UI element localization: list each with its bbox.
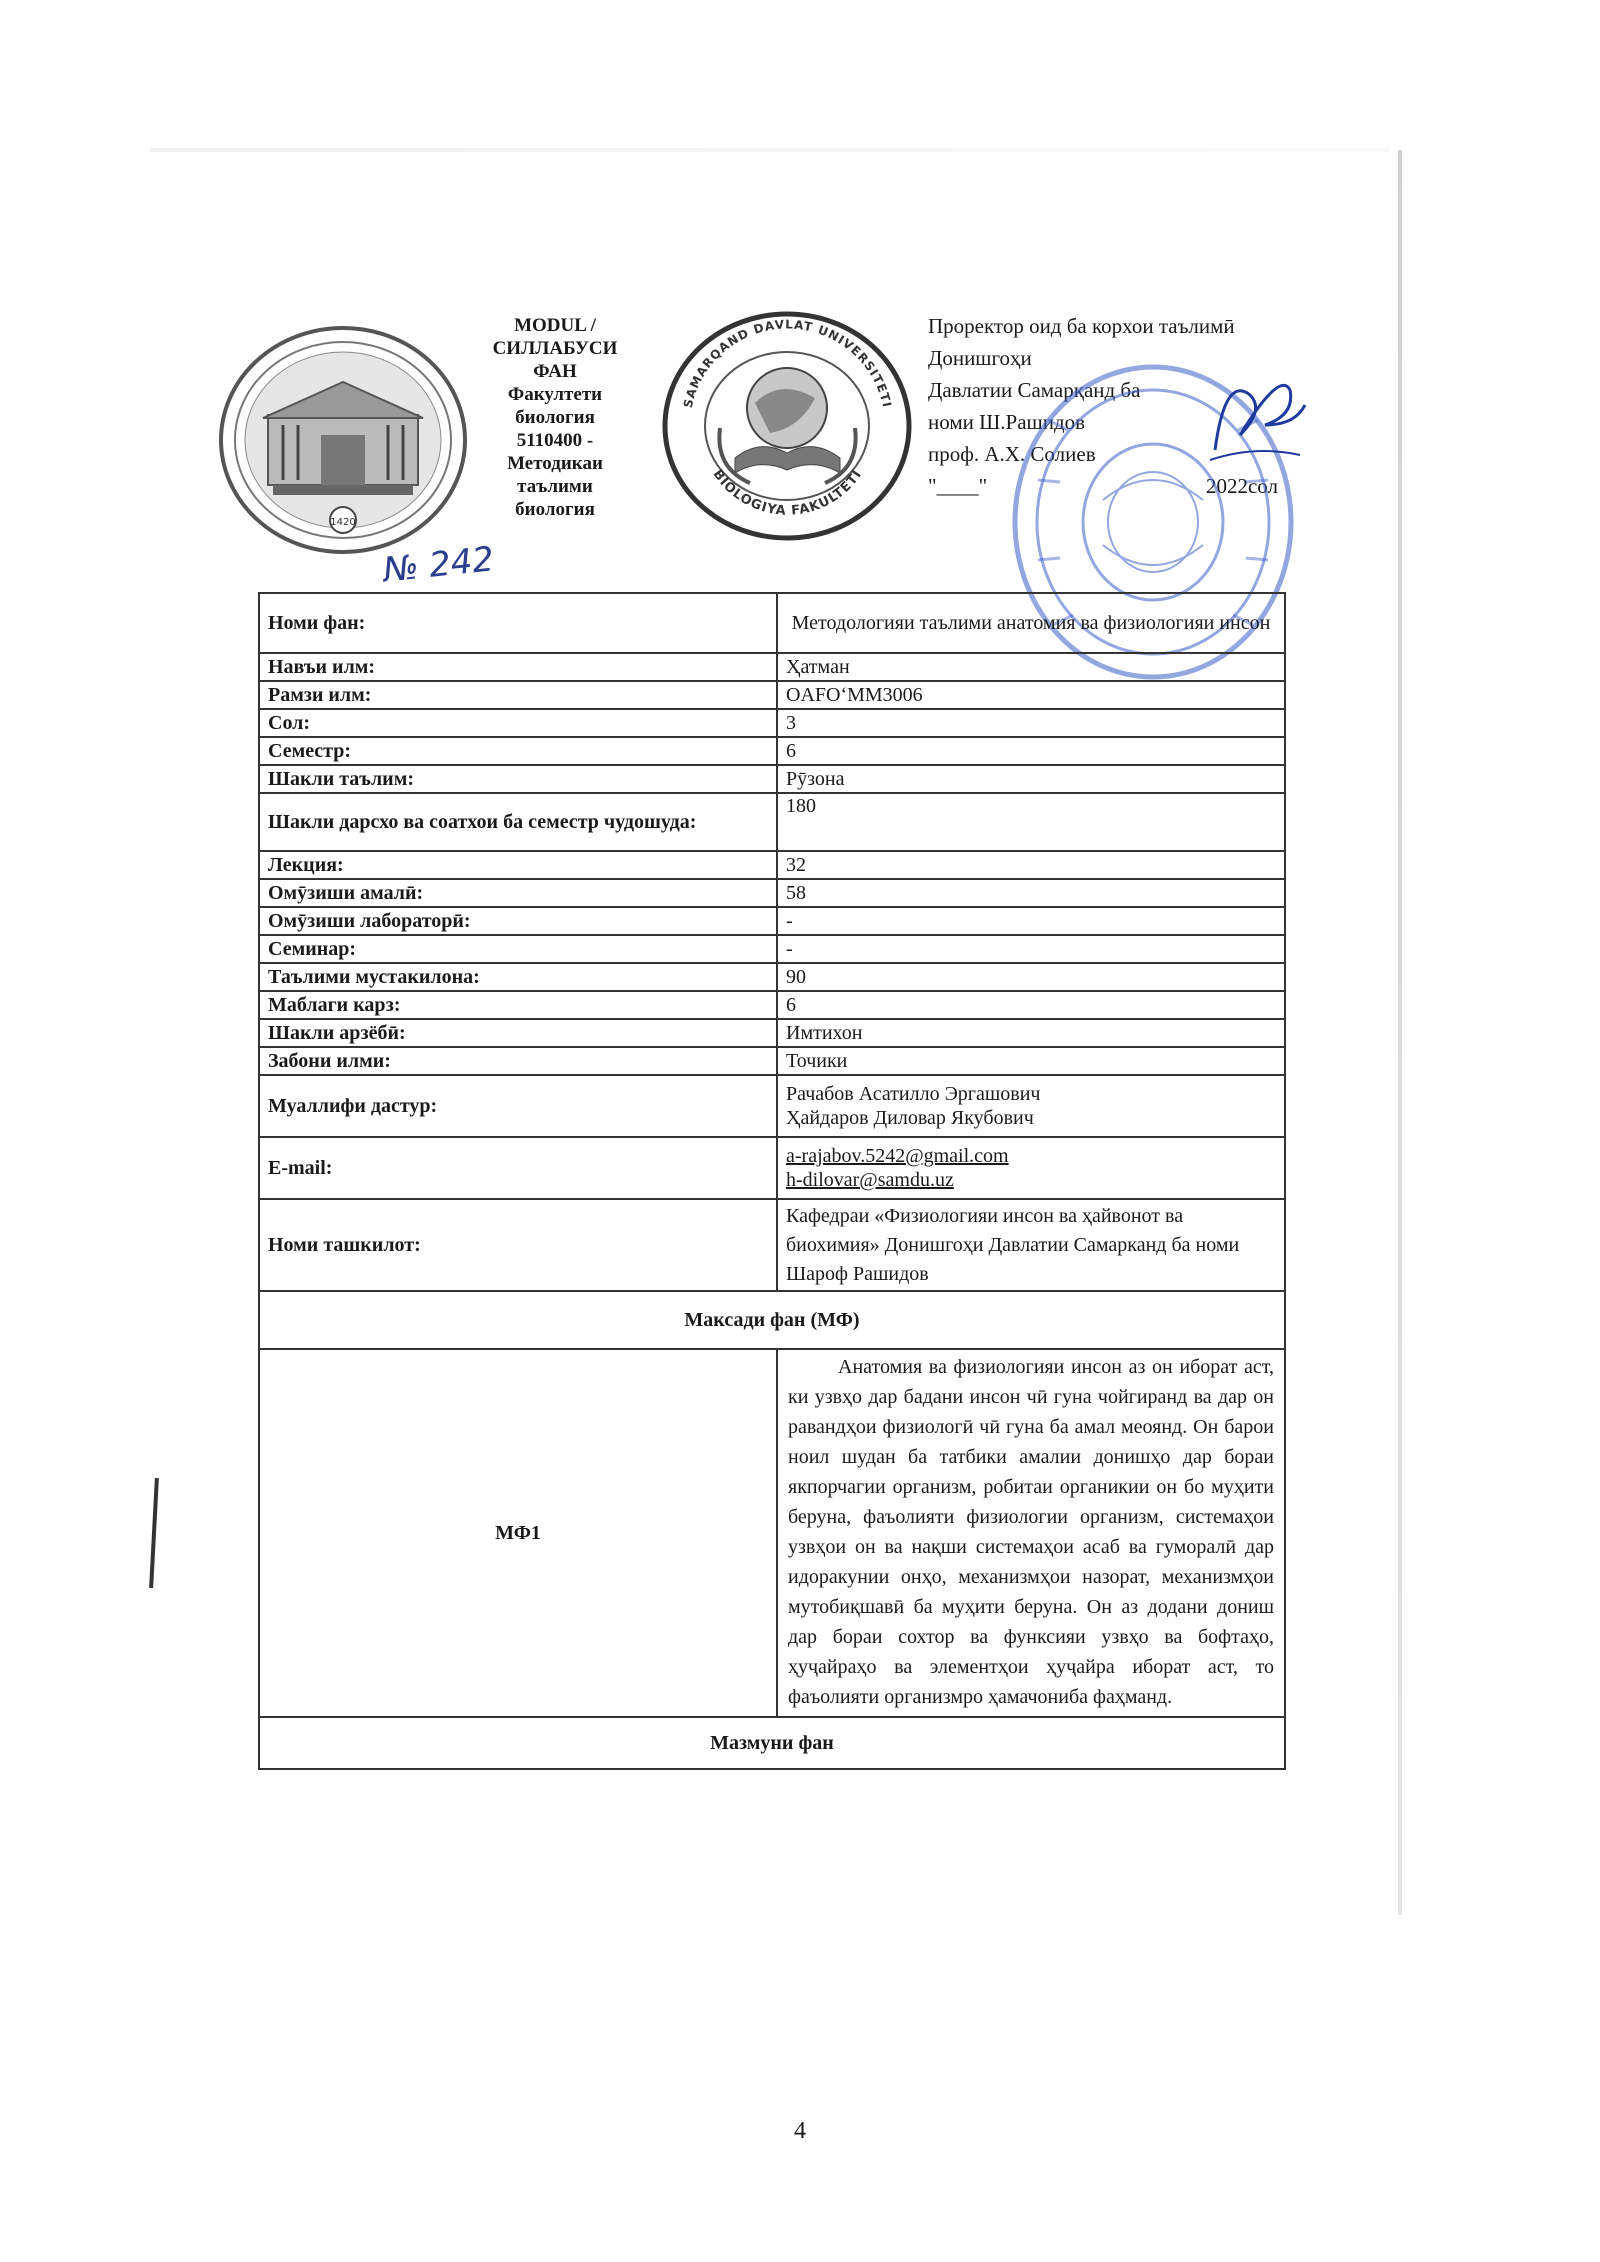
- seal-text-bottom: BIOLOGIYA FAKULTETI: [709, 467, 866, 519]
- row-value: OAFO‘MM3006: [777, 681, 1285, 709]
- row-value: 90: [777, 963, 1285, 991]
- row-label: Семинар:: [259, 935, 777, 963]
- email-list: [777, 1137, 1285, 1199]
- table-row: [259, 879, 1285, 907]
- row-value: Рӯзона: [777, 765, 1285, 793]
- table-row: [259, 793, 1285, 851]
- faculty-seal-icon: [660, 308, 915, 543]
- row-value: Точики: [777, 1047, 1285, 1075]
- email-link[interactable]: h-dilovar@samdu.uz: [786, 1169, 954, 1191]
- row-label: Сол:: [259, 709, 777, 737]
- table-row: [259, 1019, 1285, 1047]
- approval-line: проф. А.Х. Солиев: [928, 442, 1096, 466]
- margin-mark: [149, 1478, 159, 1588]
- approval-block: [928, 310, 1328, 502]
- row-label: Таълими мустакилона:: [259, 963, 777, 991]
- table-row: [259, 593, 1285, 653]
- row-value: 32: [777, 851, 1285, 879]
- heading-line: MODUL /: [514, 315, 596, 336]
- scan-edge-top: [150, 148, 1390, 152]
- row-label: Забони илми:: [259, 1047, 777, 1075]
- approval-line: номи Ш.Рашидов: [928, 410, 1086, 434]
- scan-edge-right: [1398, 150, 1402, 1915]
- approval-line: Проректор оид ба корхои таълимӣ: [928, 314, 1235, 338]
- goal-text: Анатомия ва физиологияи инсон аз он иборат аст, ки узвҳо дар бадани инсон чӣ гуна чойгиранд ва дар он равандҳои физиологӣ чӣ гуна ба амал меоянд. Он барои ноил шудан ба татбики амалии донишҳо дар бораи якпорчагии организм, робитаи органикии он бо муҳити беруна, фаъолияти физиологии организм, системаҳои узвҳои он ва нақши системаҳои асаб ва гуморалӣ дар идоракунии онҳо, механизмҳои назорат, механизмҳои мутобиқшавӣ ба муҳити беруна. Он аз додани дониш дар бораи сохтор ва функсияи узвҳо ва бофтаҳо, ҳуҷайраҳо ва элементҳои ҳуҷайра иборат аст, то фаъолияти организмро ҳамачониба фаҳманд.: [777, 1349, 1285, 1717]
- row-label: Семестр:: [259, 737, 777, 765]
- row-label: Лекция:: [259, 851, 777, 879]
- heading-line: Методикаи: [507, 453, 603, 474]
- handwritten-number: № 242: [381, 539, 496, 591]
- row-label: Маблаги карз:: [259, 991, 777, 1019]
- university-seal-icon: [213, 320, 473, 560]
- row-value: 58: [777, 879, 1285, 907]
- row-value: Методологияи таълими анатомия ва физиологияи инсон: [777, 593, 1285, 653]
- row-value: Имтихон: [777, 1019, 1285, 1047]
- heading-line: СИЛЛАБУСИ: [492, 338, 618, 359]
- table-row: [259, 765, 1285, 793]
- table-row: [259, 709, 1285, 737]
- table-row: [259, 653, 1285, 681]
- approval-line: Донишгоҳи: [928, 346, 1032, 370]
- goal-row: [259, 1349, 1285, 1717]
- syllabus-table: [258, 592, 1286, 1770]
- row-label: Навъи илм:: [259, 653, 777, 681]
- row-label: Омӯзиши амалӣ:: [259, 879, 777, 907]
- heading-line: ФАН: [533, 361, 577, 382]
- row-label: Шакли таълим:: [259, 765, 777, 793]
- table-row-organization: [259, 1199, 1285, 1291]
- row-label: Шакли арзёбӣ:: [259, 1019, 777, 1047]
- row-value: 6: [777, 991, 1285, 1019]
- author-label: Муаллифи дастур:: [259, 1075, 777, 1137]
- row-value: -: [777, 907, 1285, 935]
- row-label: Омӯзиши лабораторӣ:: [259, 907, 777, 935]
- author-name: Ҳайдаров Диловар Якубович: [786, 1107, 1034, 1129]
- author-name: Рачабов Асатилло Эргашович: [786, 1083, 1041, 1105]
- row-value: 180: [777, 793, 1285, 851]
- table-row-email: [259, 1137, 1285, 1199]
- author-list: [777, 1075, 1285, 1137]
- page-number: 4: [794, 2118, 806, 2144]
- goal-code: МФ1: [259, 1349, 777, 1717]
- email-link[interactable]: a-rajabov.5242@gmail.com: [786, 1145, 1009, 1167]
- table-row: [259, 907, 1285, 935]
- row-value: -: [777, 935, 1285, 963]
- table-row: [259, 737, 1285, 765]
- seal-text-top: SAMARQAND DAVLAT UNIVERSITETI: [680, 317, 895, 410]
- approval-date-year: 2022сол: [1205, 474, 1278, 498]
- goal-heading: Максади фан (МФ): [259, 1291, 1285, 1349]
- heading-line: 5110400 -: [516, 430, 594, 451]
- table-row: [259, 681, 1285, 709]
- table-row: [259, 963, 1285, 991]
- svg-text:1420: 1420: [330, 517, 356, 528]
- table-row: [259, 991, 1285, 1019]
- approval-date: [928, 470, 1278, 502]
- approval-date-day: "____": [928, 474, 988, 498]
- table-row: [259, 851, 1285, 879]
- organization-value: Кафедраи «Физиологияи инсон ва ҳайвонот ва биохимия» Донишгоҳи Давлатии Самарканд ба номи Шароф Рашидов: [777, 1199, 1285, 1291]
- row-label: Номи фан:: [259, 593, 777, 653]
- heading-line: биология: [515, 407, 595, 428]
- heading-line: таълими: [517, 476, 593, 497]
- goal-heading-row: [259, 1291, 1285, 1349]
- document-heading: [470, 314, 640, 521]
- table-row: [259, 1047, 1285, 1075]
- organization-label: Номи ташкилот:: [259, 1199, 777, 1291]
- row-value: 3: [777, 709, 1285, 737]
- row-label: Рамзи илм:: [259, 681, 777, 709]
- table-row-authors: [259, 1075, 1285, 1137]
- content-heading: Мазмуни фан: [259, 1717, 1285, 1769]
- email-label: E-mail:: [259, 1137, 777, 1199]
- row-label: Шакли дарсхо ва соатхои ба семестр чудошуда:: [259, 793, 777, 851]
- approval-line: Давлатии Самарқанд ба: [928, 378, 1141, 402]
- content-heading-row: [259, 1717, 1285, 1769]
- heading-line: Факултети: [507, 384, 603, 405]
- heading-line: биология: [515, 499, 595, 520]
- table-row: [259, 935, 1285, 963]
- row-value: 6: [777, 737, 1285, 765]
- row-value: Ҳатман: [777, 653, 1285, 681]
